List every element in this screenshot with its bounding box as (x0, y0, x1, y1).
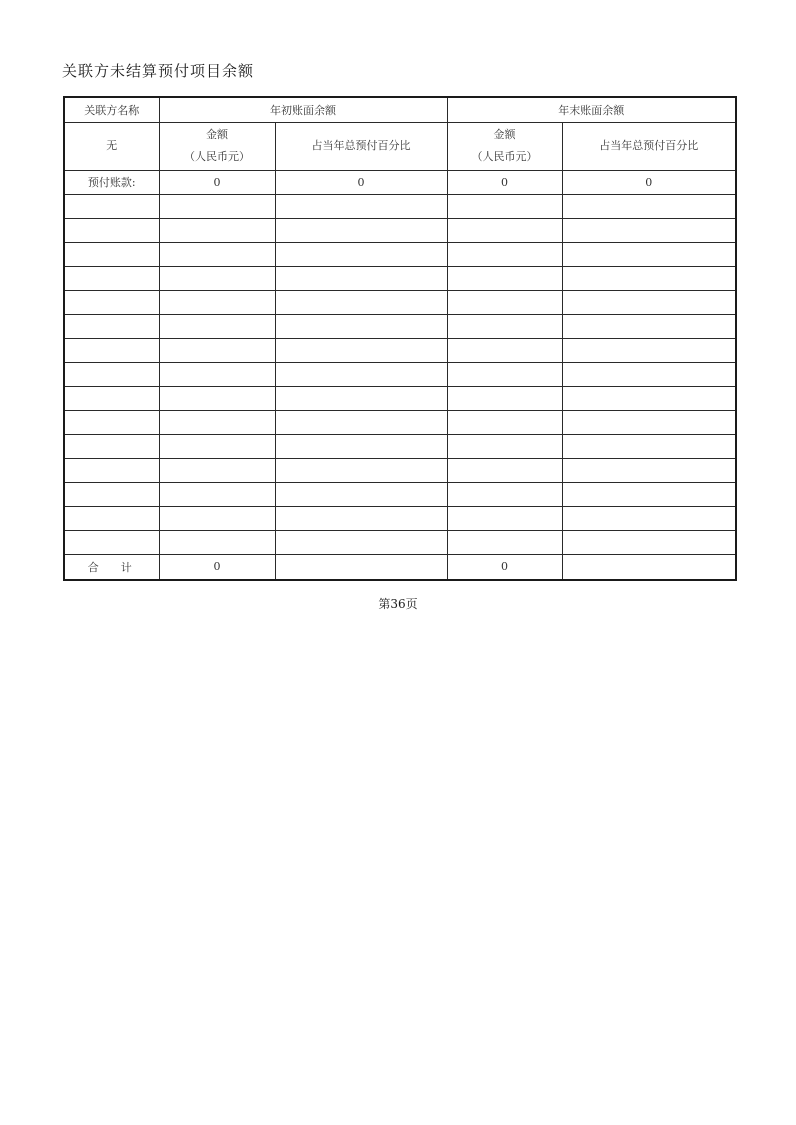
subheader-amount-label: 金额 (206, 128, 228, 141)
empty-table-row (64, 194, 736, 218)
table-row (64, 170, 736, 194)
empty-table-row (64, 530, 736, 554)
header-closing-balance: 年末账面余额 (447, 97, 736, 122)
empty-table-row (64, 290, 736, 314)
subheader-opening-amount (159, 122, 275, 170)
total-close-percent (562, 554, 736, 580)
row-close-percent: 0 (562, 170, 736, 194)
total-close-amount: 0 (447, 554, 562, 580)
empty-table-row (64, 410, 736, 434)
subheader-amount-unit: （人民币元） (184, 150, 250, 163)
related-party-prepayment-table (63, 96, 737, 581)
subheader-closing-percent: 占当年总预付百分比 (562, 122, 736, 170)
row-close-amount: 0 (447, 170, 562, 194)
header-opening-balance: 年初账面余额 (159, 97, 447, 122)
empty-table-row (64, 458, 736, 482)
empty-table-row (64, 386, 736, 410)
total-row (64, 554, 736, 580)
row-open-percent: 0 (275, 170, 447, 194)
page-number: 第36页 (378, 597, 418, 611)
total-open-amount: 0 (159, 554, 275, 580)
page-title: 关联方未结算预付项目余额 (62, 62, 255, 80)
table-subheader-row (64, 122, 736, 170)
empty-table-row (64, 266, 736, 290)
row-open-amount: 0 (159, 170, 275, 194)
empty-table-row (64, 434, 736, 458)
subheader-party: 无 (64, 122, 159, 170)
empty-table-row (64, 338, 736, 362)
table-header-row (64, 97, 736, 122)
empty-table-row (64, 218, 736, 242)
empty-table-row (64, 242, 736, 266)
empty-table-row (64, 482, 736, 506)
total-open-percent (275, 554, 447, 580)
subheader-opening-percent: 占当年总预付百分比 (275, 122, 447, 170)
subheader-amount-unit: （人民币元） (471, 150, 538, 163)
empty-table-row (64, 362, 736, 386)
header-party-name: 关联方名称 (64, 97, 159, 122)
total-label: 合计 (64, 554, 159, 580)
subheader-amount-label: 金额 (493, 128, 516, 141)
subheader-closing-amount (447, 122, 562, 170)
empty-table-row (64, 506, 736, 530)
empty-table-row (64, 314, 736, 338)
row-label: 预付账款: (64, 170, 159, 194)
